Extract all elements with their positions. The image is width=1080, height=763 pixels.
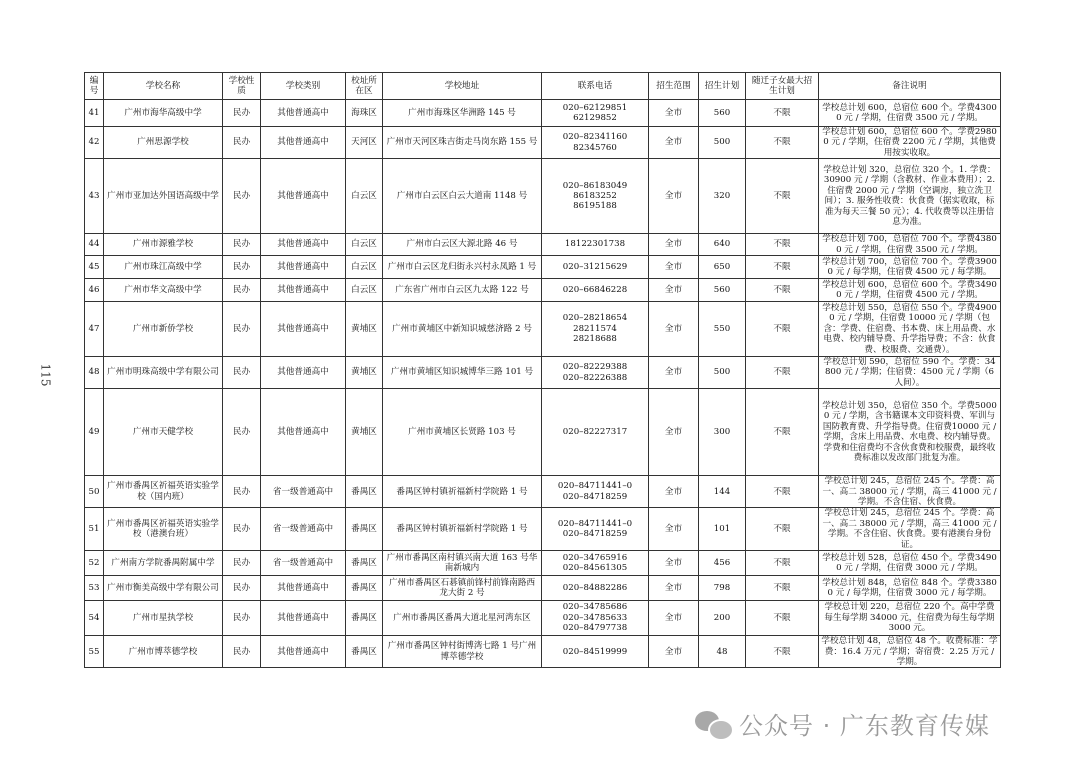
cell-category: 其他普通高中 bbox=[261, 234, 346, 256]
column-header: 学校性质 bbox=[223, 73, 261, 100]
cell-nature: 民办 bbox=[223, 159, 261, 234]
table-row bbox=[85, 159, 1001, 234]
cell-scope: 全市 bbox=[649, 256, 699, 279]
cell-district: 天河区 bbox=[346, 127, 383, 159]
cell-plan: 640 bbox=[699, 234, 746, 256]
cell-notes: 学校总计划 600，总宿位 600 个。学费34900 元 / 学期，住宿费 4500 元 / 学期。 bbox=[819, 279, 1001, 302]
cell-migrant: 不限 bbox=[746, 508, 819, 551]
cell-phone: 020–84711441–0 020–84718259 bbox=[542, 508, 649, 551]
cell-migrant: 不限 bbox=[746, 389, 819, 476]
cell-scope: 全市 bbox=[649, 159, 699, 234]
cell-no: 48 bbox=[85, 357, 104, 389]
cell-migrant: 不限 bbox=[746, 476, 819, 508]
table-row bbox=[85, 302, 1001, 357]
cell-nature: 民办 bbox=[223, 508, 261, 551]
cell-scope: 全市 bbox=[649, 576, 699, 601]
cell-phone: 020–86183049 86183252 86195188 bbox=[542, 159, 649, 234]
column-header: 联系电话 bbox=[542, 73, 649, 100]
cell-phone: 18122301738 bbox=[542, 234, 649, 256]
cell-plan: 798 bbox=[699, 576, 746, 601]
cell-name: 广州市天健学校 bbox=[104, 389, 223, 476]
watermark-text: 公众号 · 广东教育传媒 bbox=[739, 712, 990, 740]
cell-scope: 全市 bbox=[649, 389, 699, 476]
cell-phone: 020–84519999 bbox=[542, 636, 649, 668]
cell-category: 省一级普通高中 bbox=[261, 551, 346, 576]
cell-nature: 民办 bbox=[223, 234, 261, 256]
column-header: 编号 bbox=[85, 73, 104, 100]
cell-scope: 全市 bbox=[649, 234, 699, 256]
cell-scope: 全市 bbox=[649, 100, 699, 127]
cell-migrant: 不限 bbox=[746, 636, 819, 668]
cell-district: 番禺区 bbox=[346, 508, 383, 551]
table-row bbox=[85, 234, 1001, 256]
cell-name: 广州市番禺区祈福英语实验学校（港澳台班） bbox=[104, 508, 223, 551]
cell-migrant: 不限 bbox=[746, 357, 819, 389]
cell-nature: 民办 bbox=[223, 576, 261, 601]
column-header: 学校名称 bbox=[104, 73, 223, 100]
cell-address: 广州市海珠区华洲路 145 号 bbox=[383, 100, 542, 127]
cell-name: 广州市源雅学校 bbox=[104, 234, 223, 256]
cell-phone: 020–84711441–0 020–84718259 bbox=[542, 476, 649, 508]
cell-district: 白云区 bbox=[346, 159, 383, 234]
cell-plan: 144 bbox=[699, 476, 746, 508]
page-number: 115 bbox=[38, 363, 53, 387]
cell-phone: 020–84882286 bbox=[542, 576, 649, 601]
cell-phone: 020–82229388 020–82226388 bbox=[542, 357, 649, 389]
cell-nature: 民办 bbox=[223, 601, 261, 636]
cell-address: 番禺区钟村镇祈福新村学院路 1 号 bbox=[383, 508, 542, 551]
table-row bbox=[85, 576, 1001, 601]
table-row bbox=[85, 256, 1001, 279]
cell-migrant: 不限 bbox=[746, 100, 819, 127]
cell-name: 广州市珠江高级中学 bbox=[104, 256, 223, 279]
cell-plan: 560 bbox=[699, 100, 746, 127]
cell-district: 番禺区 bbox=[346, 476, 383, 508]
cell-no: 44 bbox=[85, 234, 104, 256]
table-row bbox=[85, 636, 1001, 668]
cell-notes: 学校总计划 590，总宿位 590 个。学费：34800 元 / 学期；住宿费：4500 元 / 学期（6 人间）。 bbox=[819, 357, 1001, 389]
cell-district: 海珠区 bbox=[346, 100, 383, 127]
cell-scope: 全市 bbox=[649, 476, 699, 508]
cell-no: 43 bbox=[85, 159, 104, 234]
cell-district: 番禺区 bbox=[346, 551, 383, 576]
cell-district: 黄埔区 bbox=[346, 357, 383, 389]
cell-name: 广州市博萃德学校 bbox=[104, 636, 223, 668]
cell-nature: 民办 bbox=[223, 100, 261, 127]
cell-plan: 650 bbox=[699, 256, 746, 279]
cell-notes: 学校总计划 320，总宿位 320 个。1. 学费：30900 元 / 学期（含教材、作业本费用）；2. 住宿费 2000 元 / 学期（空调房，独立洗卫间）；3. 服务性收费：伙食费（据实收取，标准为每天三餐 50 元）；4. 代收费等以注册信息为准。 bbox=[819, 159, 1001, 234]
cell-phone: 020–34785686 020–34785633 020–84797738 bbox=[542, 601, 649, 636]
cell-plan: 200 bbox=[699, 601, 746, 636]
cell-phone: 020–82227317 bbox=[542, 389, 649, 476]
cell-address: 番禺区钟村镇祈福新村学院路 1 号 bbox=[383, 476, 542, 508]
cell-phone: 020–62129851 62129852 bbox=[542, 100, 649, 127]
column-header: 备注说明 bbox=[819, 73, 1001, 100]
cell-category: 其他普通高中 bbox=[261, 302, 346, 357]
cell-nature: 民办 bbox=[223, 127, 261, 159]
table-row bbox=[85, 100, 1001, 127]
cell-category: 省一级普通高中 bbox=[261, 476, 346, 508]
cell-no: 54 bbox=[85, 601, 104, 636]
cell-category: 其他普通高中 bbox=[261, 256, 346, 279]
cell-category: 其他普通高中 bbox=[261, 389, 346, 476]
cell-plan: 320 bbox=[699, 159, 746, 234]
cell-scope: 全市 bbox=[649, 636, 699, 668]
cell-name: 广州南方学院番禺附属中学 bbox=[104, 551, 223, 576]
cell-phone: 020–66846228 bbox=[542, 279, 649, 302]
cell-scope: 全市 bbox=[649, 127, 699, 159]
cell-plan: 48 bbox=[699, 636, 746, 668]
column-header: 学校地址 bbox=[383, 73, 542, 100]
cell-name: 广州市海华高级中学 bbox=[104, 100, 223, 127]
table-row bbox=[85, 389, 1001, 476]
cell-category: 省一级普通高中 bbox=[261, 508, 346, 551]
cell-address: 广州市黄埔区长贤路 103 号 bbox=[383, 389, 542, 476]
cell-plan: 101 bbox=[699, 508, 746, 551]
cell-migrant: 不限 bbox=[746, 256, 819, 279]
cell-name: 广州市新侨学校 bbox=[104, 302, 223, 357]
cell-plan: 500 bbox=[699, 357, 746, 389]
cell-district: 白云区 bbox=[346, 279, 383, 302]
cell-migrant: 不限 bbox=[746, 159, 819, 234]
cell-plan: 300 bbox=[699, 389, 746, 476]
cell-plan: 500 bbox=[699, 127, 746, 159]
table-row bbox=[85, 508, 1001, 551]
cell-name: 广州市番禺区祈福英语实验学校（国内班） bbox=[104, 476, 223, 508]
cell-district: 黄埔区 bbox=[346, 389, 383, 476]
cell-address: 广州市番禺区钟村街博湾七路 1 号广州博萃德学校 bbox=[383, 636, 542, 668]
cell-nature: 民办 bbox=[223, 256, 261, 279]
cell-phone: 020–34765916 020–84561305 bbox=[542, 551, 649, 576]
table-row bbox=[85, 357, 1001, 389]
cell-notes: 学校总计划 848，总宿位 848 个。学费33800 元 / 每学期，住宿费 3000 元 / 每学期。 bbox=[819, 576, 1001, 601]
cell-district: 白云区 bbox=[346, 256, 383, 279]
table-row bbox=[85, 601, 1001, 636]
cell-name: 广州市星执学校 bbox=[104, 601, 223, 636]
cell-district: 番禺区 bbox=[346, 576, 383, 601]
cell-no: 46 bbox=[85, 279, 104, 302]
cell-name: 广州市明珠高级中学有限公司 bbox=[104, 357, 223, 389]
table-row bbox=[85, 127, 1001, 159]
cell-address: 广州市黄埔区知识城博华三路 101 号 bbox=[383, 357, 542, 389]
cell-category: 其他普通高中 bbox=[261, 357, 346, 389]
cell-no: 41 bbox=[85, 100, 104, 127]
cell-category: 其他普通高中 bbox=[261, 279, 346, 302]
cell-no: 45 bbox=[85, 256, 104, 279]
cell-plan: 456 bbox=[699, 551, 746, 576]
cell-no: 51 bbox=[85, 508, 104, 551]
cell-migrant: 不限 bbox=[746, 601, 819, 636]
cell-address: 广州市番禺区石碁镇前锋村前锋南路西龙大街 2 号 bbox=[383, 576, 542, 601]
table-body bbox=[85, 100, 1001, 668]
cell-notes: 学校总计划 245，总宿位 245 个。学费：高一、高二 38000 元 / 学期，高三 41000 元 / 学期。不含住宿、伙食费。 bbox=[819, 476, 1001, 508]
cell-category: 其他普通高中 bbox=[261, 636, 346, 668]
cell-scope: 全市 bbox=[649, 357, 699, 389]
cell-category: 其他普通高中 bbox=[261, 127, 346, 159]
cell-notes: 学校总计划 220，总宿位 220 个。高中学费每生每学期 34000 元，住宿费为每生每学期 3000 元。 bbox=[819, 601, 1001, 636]
cell-notes: 学校总计划 600，总宿位 600 个。学费29800 元 / 学期，住宿费 2200 元 / 学期，其他费用按实收取。 bbox=[819, 127, 1001, 159]
cell-address: 广州市白云区大源北路 46 号 bbox=[383, 234, 542, 256]
cell-address: 广州市黄埔区中新知识城慈济路 2 号 bbox=[383, 302, 542, 357]
cell-migrant: 不限 bbox=[746, 576, 819, 601]
cell-address: 广州市白云区龙归街永兴村永凤路 1 号 bbox=[383, 256, 542, 279]
cell-scope: 全市 bbox=[649, 551, 699, 576]
cell-address: 广东省广州市白云区九太路 122 号 bbox=[383, 279, 542, 302]
cell-migrant: 不限 bbox=[746, 551, 819, 576]
cell-phone: 020–82341160 82345760 bbox=[542, 127, 649, 159]
cell-scope: 全市 bbox=[649, 302, 699, 357]
cell-no: 42 bbox=[85, 127, 104, 159]
cell-nature: 民办 bbox=[223, 636, 261, 668]
cell-plan: 560 bbox=[699, 279, 746, 302]
table-header-row bbox=[85, 73, 1001, 100]
column-header: 校址所在区 bbox=[346, 73, 383, 100]
cell-migrant: 不限 bbox=[746, 279, 819, 302]
cell-notes: 学校总计划 600，总宿位 600 个。学费43000 元 / 学期，住宿费 3500 元 / 学期。 bbox=[819, 100, 1001, 127]
cell-address: 广州市番禺区南村镇兴南大道 163 号华南新城内 bbox=[383, 551, 542, 576]
table-row bbox=[85, 279, 1001, 302]
cell-address: 广州市天河区珠吉街走马岗东路 155 号 bbox=[383, 127, 542, 159]
cell-nature: 民办 bbox=[223, 279, 261, 302]
cell-district: 番禺区 bbox=[346, 601, 383, 636]
column-header: 招生计划 bbox=[699, 73, 746, 100]
table-row bbox=[85, 551, 1001, 576]
cell-nature: 民办 bbox=[223, 476, 261, 508]
wechat-icon bbox=[695, 709, 733, 739]
cell-address: 广州市番禺区番禺大道北星河湾东区 bbox=[383, 601, 542, 636]
cell-name: 广州市衡美高级中学有限公司 bbox=[104, 576, 223, 601]
cell-notes: 学校总计划 550，总宿位 550 个。学费49000 元 / 学期，住宿费 10000 元 / 学期（包含：学费、住宿费、书本费、床上用品费、水电费、校内辅导费、升学指导费；不含：伙食费、校服费、交通费）。 bbox=[819, 302, 1001, 357]
cell-no: 52 bbox=[85, 551, 104, 576]
cell-notes: 学校总计划 350，总宿位 350 个。学费50000 元 / 学期，含书籍课本文印资料费、军训与国防教育费、升学指导费。住宿费10000 元 / 学期，含床上用品费、水电费、校内辅导费。学费和住宿费均不含伙食费和校服费，最终收费标准以发改部门批复为准。 bbox=[819, 389, 1001, 476]
cell-category: 其他普通高中 bbox=[261, 576, 346, 601]
cell-no: 50 bbox=[85, 476, 104, 508]
cell-no: 49 bbox=[85, 389, 104, 476]
schools-table bbox=[84, 72, 1001, 668]
cell-scope: 全市 bbox=[649, 508, 699, 551]
cell-district: 黄埔区 bbox=[346, 302, 383, 357]
cell-no: 53 bbox=[85, 576, 104, 601]
cell-notes: 学校总计划 700，总宿位 700 个。学费43800 元 / 学期，住宿费 3500 元 / 学期。 bbox=[819, 234, 1001, 256]
table-row bbox=[85, 476, 1001, 508]
column-header: 学校类别 bbox=[261, 73, 346, 100]
cell-notes: 学校总计划 528，总宿位 450 个。学费34900 元 / 学期，住宿费 3000 元 / 学期。 bbox=[819, 551, 1001, 576]
cell-migrant: 不限 bbox=[746, 302, 819, 357]
cell-address: 广州市白云区白云大道南 1148 号 bbox=[383, 159, 542, 234]
cell-plan: 550 bbox=[699, 302, 746, 357]
column-header: 随迁子女最大招生计划 bbox=[746, 73, 819, 100]
cell-no: 47 bbox=[85, 302, 104, 357]
cell-name: 广州市亚加达外国语高级中学 bbox=[104, 159, 223, 234]
cell-name: 广州市华文高级中学 bbox=[104, 279, 223, 302]
cell-migrant: 不限 bbox=[746, 234, 819, 256]
cell-nature: 民办 bbox=[223, 389, 261, 476]
cell-notes: 学校总计划 700，总宿位 700 个。学费39000 元 / 每学期，住宿费 4500 元 / 每学期。 bbox=[819, 256, 1001, 279]
cell-phone: 020–28218654 28211574 28218688 bbox=[542, 302, 649, 357]
cell-district: 白云区 bbox=[346, 234, 383, 256]
cell-scope: 全市 bbox=[649, 279, 699, 302]
cell-notes: 学校总计划 48，总宿位 48 个。收费标准：学费：16.4 万元 / 学期；寄宿费：2.25 万元 / 学期。 bbox=[819, 636, 1001, 668]
column-header: 招生范围 bbox=[649, 73, 699, 100]
cell-nature: 民办 bbox=[223, 551, 261, 576]
cell-district: 番禺区 bbox=[346, 636, 383, 668]
cell-name: 广州思源学校 bbox=[104, 127, 223, 159]
cell-category: 其他普通高中 bbox=[261, 100, 346, 127]
cell-notes: 学校总计划 245，总宿位 245 个。学费：高一、高二 38000 元 / 学期，高三 41000 元 / 学期。不含住宿、伙食费。要有港澳台身份证。 bbox=[819, 508, 1001, 551]
cell-nature: 民办 bbox=[223, 302, 261, 357]
cell-no: 55 bbox=[85, 636, 104, 668]
watermark bbox=[695, 706, 990, 741]
cell-migrant: 不限 bbox=[746, 127, 819, 159]
cell-category: 其他普通高中 bbox=[261, 159, 346, 234]
cell-phone: 020–31215629 bbox=[542, 256, 649, 279]
cell-category: 其他普通高中 bbox=[261, 601, 346, 636]
cell-nature: 民办 bbox=[223, 357, 261, 389]
cell-scope: 全市 bbox=[649, 601, 699, 636]
